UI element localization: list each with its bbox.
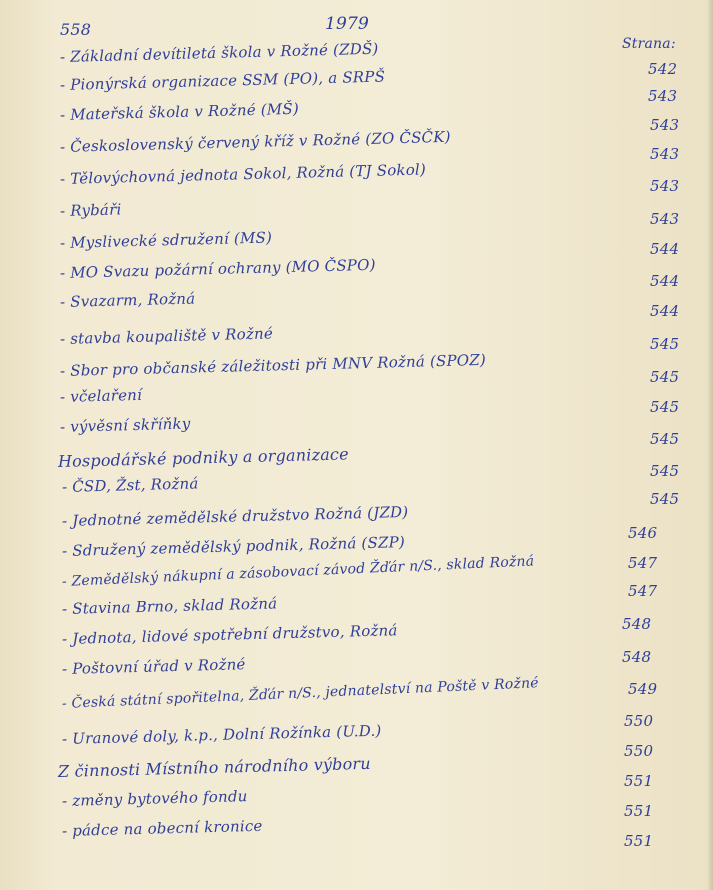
entry-page: 547 — [628, 554, 658, 572]
entry-text: - Poštovní úřad v Rožné — [61, 655, 246, 678]
entry-text: - Myslivecké sdružení (MS) — [59, 228, 273, 252]
entry-text: - Sbor pro občanské záležitosti při MNV Rožná (SPOZ) — [59, 350, 487, 380]
page-edge-shadow — [707, 0, 713, 890]
entry-text: - Mateřská škola v Rožné (MŠ) — [59, 99, 300, 124]
entry-page: 544 — [650, 272, 680, 290]
entry-text: - Československý červený kříž v Rožné (ZO ČSČK) — [59, 127, 451, 156]
entry-page: 542 — [648, 60, 678, 78]
entry-page: 551 — [624, 802, 654, 820]
entry-text: - ČSD, Žst, Rožná — [61, 474, 199, 496]
entry-page: 547 — [628, 582, 658, 600]
section-heading: Hospodářské podniky a organizace — [57, 444, 349, 471]
entry-page: 551 — [624, 772, 654, 790]
entry-text: - pádce na obecní kronice — [61, 816, 263, 840]
entry-page: 546 — [628, 524, 658, 542]
entry-text: - Rybáři — [59, 200, 122, 220]
entry-page: 544 — [650, 302, 680, 320]
entry-text: - vývěsní skříňky — [59, 414, 191, 436]
entry-text: - Pionýrská organizace SSM (PO), a SRPŠ — [59, 67, 386, 94]
page-number: 558 — [60, 20, 92, 39]
entry-text: - Tělovýchovná jednota Sokol, Rožná (TJ Sokol) — [59, 160, 427, 188]
entry-page: 548 — [622, 615, 652, 633]
year-heading: 1979 — [325, 14, 370, 34]
entry-text: - stavba koupaliště v Rožné — [59, 324, 274, 348]
entry-text: - Zemědělský nákupní a zásobovací závod Žďár n/S., sklad Rožná — [61, 553, 535, 590]
entry-text: - Základní devítiletá škola v Rožné (ZDŠ) — [59, 39, 379, 66]
entry-page: 543 — [650, 210, 680, 228]
entry-text: - Sdružený zemědělský podnik, Rožná (SZP) — [61, 533, 406, 560]
entry-text: - Česká státní spořitelna, Žďár n/S., jednatelství na Poště v Rožné — [61, 675, 540, 712]
entry-page: 551 — [624, 832, 654, 850]
entry-text: - změny bytového fondu — [61, 787, 248, 810]
entry-text: - MO Svazu požární ochrany (MO ČSPO) — [59, 255, 376, 282]
entry-page: 543 — [650, 116, 680, 134]
entry-page: 545 — [650, 368, 680, 386]
section-heading: Z činnosti Místního národního výboru — [57, 753, 372, 781]
entry-page: 543 — [648, 87, 678, 105]
entry-page: 545 — [650, 398, 680, 416]
entry-page: 550 — [624, 712, 654, 730]
entry-page: 543 — [650, 177, 680, 195]
entry-page: 545 — [650, 462, 680, 480]
entry-text: - Svazarm, Rožná — [59, 289, 196, 311]
entry-page: 545 — [650, 490, 680, 508]
entry-text: - Jednota, lidové spotřební družstvo, Rožná — [61, 621, 398, 648]
entry-page: 543 — [650, 145, 680, 163]
entry-page: 549 — [628, 680, 658, 698]
entry-page: 545 — [650, 430, 680, 448]
entry-text: - Stavina Brno, sklad Rožná — [61, 594, 278, 618]
entry-text: - Jednotné zemědělské družstvo Rožná (JZD) — [61, 502, 409, 530]
entry-text: - Uranové doly, k.p., Dolní Rožínka (U.D.) — [61, 721, 382, 748]
entry-page: 544 — [650, 240, 680, 258]
entry-page: 545 — [650, 335, 680, 353]
entry-page: 550 — [624, 742, 654, 760]
entry-text: - včelaření — [59, 385, 143, 406]
entry-page: 548 — [622, 648, 652, 666]
column-label-strana: Strana: — [622, 36, 676, 52]
